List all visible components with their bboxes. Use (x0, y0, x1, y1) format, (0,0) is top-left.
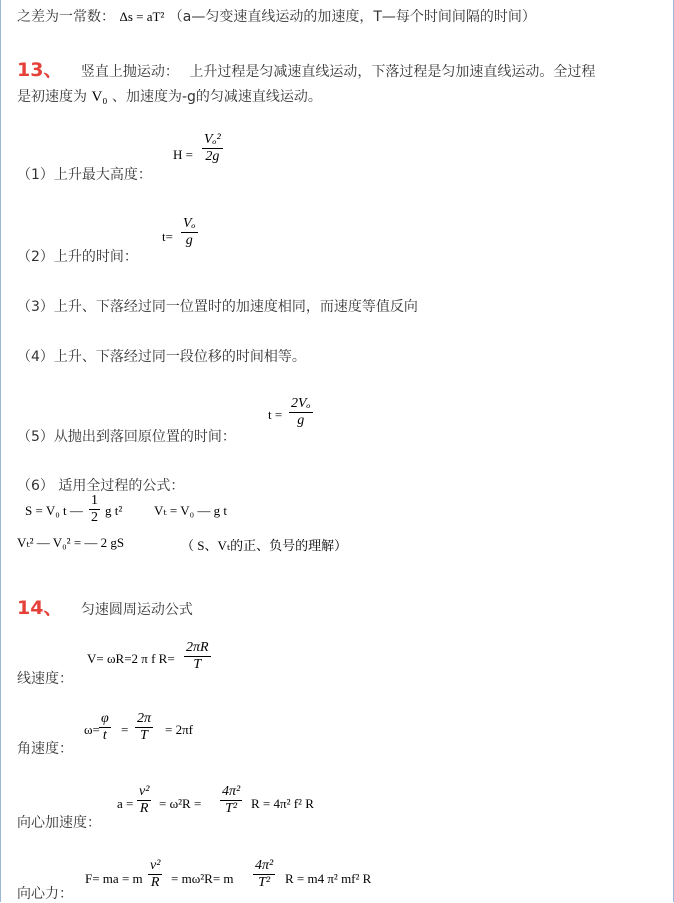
angular-velocity-num2: 2π (137, 711, 152, 726)
angular-velocity-eq: = (121, 722, 129, 737)
centripetal-force-rhs: R = m4 π² mf² R (285, 871, 372, 886)
centripetal-force-num2: 4π² (255, 858, 274, 873)
centripetal-accel-den2: T² (220, 800, 242, 817)
formula-1-den: 2 (91, 510, 98, 525)
section-14-title: 匀速圆周运动公式 (80, 602, 193, 618)
formula-1-fraction (89, 493, 100, 526)
centripetal-force-label: 向心力： (17, 886, 73, 902)
formula-1-left (25, 503, 83, 519)
section-13-heading (17, 55, 595, 82)
item-1-label: （1）上升最大高度： (17, 167, 152, 183)
formula-2: Vₜ² — V₀² = — 2 gS (17, 535, 125, 550)
angular-velocity-num1: φ (101, 711, 109, 726)
formula-2-note: （ S、Vₜ的正、负号的理解） (181, 538, 348, 553)
centripetal-accel-fraction-1 (137, 784, 151, 817)
centripetal-force-fraction-2 (253, 858, 275, 891)
formula-1-c: Vₜ = V₀ — g t (154, 503, 227, 518)
centripetal-force-num1: v² (150, 858, 161, 873)
section-13-desc2-a: 是初速度为 (17, 89, 87, 105)
item-2-den: g (181, 232, 198, 249)
centripetal-force-fraction-1 (148, 858, 162, 891)
formula-1-b: g t² (105, 503, 123, 518)
item-1-lhs: H = (173, 147, 193, 162)
item-3-label: （3）上升、下落经过同一位置时的加速度相同，而速度等值反向 (17, 299, 418, 315)
linear-velocity-label: 线速度： (17, 671, 73, 687)
section-14-number: 14、 (17, 597, 63, 619)
centripetal-accel-den1: R (137, 800, 151, 817)
linear-velocity-fraction (184, 640, 211, 673)
centripetal-accel-mid: = ω²R = (159, 796, 202, 811)
top-prefix: 之差为一常数： (17, 9, 115, 25)
formula-1-num: 1 (91, 493, 98, 508)
item-4-label: （4）上升、下落经过同一段位移的时间相等。 (17, 349, 306, 365)
angular-velocity-fraction-2 (135, 711, 153, 744)
centripetal-accel-num1: v² (139, 784, 150, 799)
section-13-number: 13、 (17, 59, 63, 81)
centripetal-accel-label: 向心加速度： (17, 815, 101, 831)
angular-velocity-lhs: ω= (84, 722, 100, 737)
item-5-fraction (289, 396, 313, 429)
linear-velocity-num: 2πR (186, 640, 209, 655)
section-13-desc1: 上升过程是匀减速直线运动，下落过程是匀加速直线运动。全过程 (189, 64, 596, 80)
item-6-label: （6） 适用全过程的公式： (17, 478, 185, 494)
centripetal-force-lhs: F= ma = m (85, 871, 143, 886)
centripetal-accel-rhs: R = 4π² f² R (251, 796, 314, 811)
item-5-label: （5）从抛出到落回原位置的时间： (17, 429, 236, 445)
centripetal-accel-num2: 4π² (222, 784, 241, 799)
item-2-fraction (181, 216, 198, 249)
angular-velocity-fraction-1 (99, 711, 111, 744)
section-13-title: 竖直上抛运动： (80, 64, 179, 80)
section-13-desc2 (17, 86, 322, 106)
item-2-label: （2）上升的时间： (17, 249, 138, 265)
linear-velocity-formula: V= ωR=2 π f R= (87, 651, 175, 666)
centripetal-force-den1: R (148, 874, 162, 891)
section-13-desc2-b: 、加速度为-g的匀减速直线运动。 (111, 89, 322, 105)
linear-velocity-den: T (184, 656, 211, 673)
centripetal-accel-fraction-2 (220, 784, 242, 817)
angular-velocity-label: 角速度： (17, 741, 73, 757)
item-2-lhs: t= (162, 229, 173, 244)
centripetal-force-den2: T² (253, 874, 275, 891)
angular-velocity-den2: T (135, 727, 153, 744)
section-14-heading (17, 593, 193, 620)
item-1-den: 2g (202, 148, 223, 165)
top-formula: Δs = aT² (119, 9, 165, 24)
top-line (17, 6, 536, 26)
formula-1-a: S = V₀ t — (25, 503, 83, 518)
item-2-num: Vₒ (183, 216, 196, 231)
angular-velocity-den1: t (99, 727, 111, 744)
angular-velocity-rhs: = 2πf (165, 722, 193, 737)
item-5-num: 2Vₒ (291, 396, 311, 411)
centripetal-accel-lhs: a = (117, 796, 134, 811)
item-5-lhs: t = (268, 407, 283, 422)
item-1-num: Vₒ² (204, 132, 221, 147)
top-note: （a—匀变速直线运动的加速度，T—每个时间间隔的时间） (168, 9, 536, 25)
centripetal-force-mid: = mω²R= m (171, 871, 234, 886)
section-13-v0: V₀ (91, 89, 108, 105)
item-5-den: g (289, 412, 313, 429)
item-1-fraction (202, 132, 223, 165)
